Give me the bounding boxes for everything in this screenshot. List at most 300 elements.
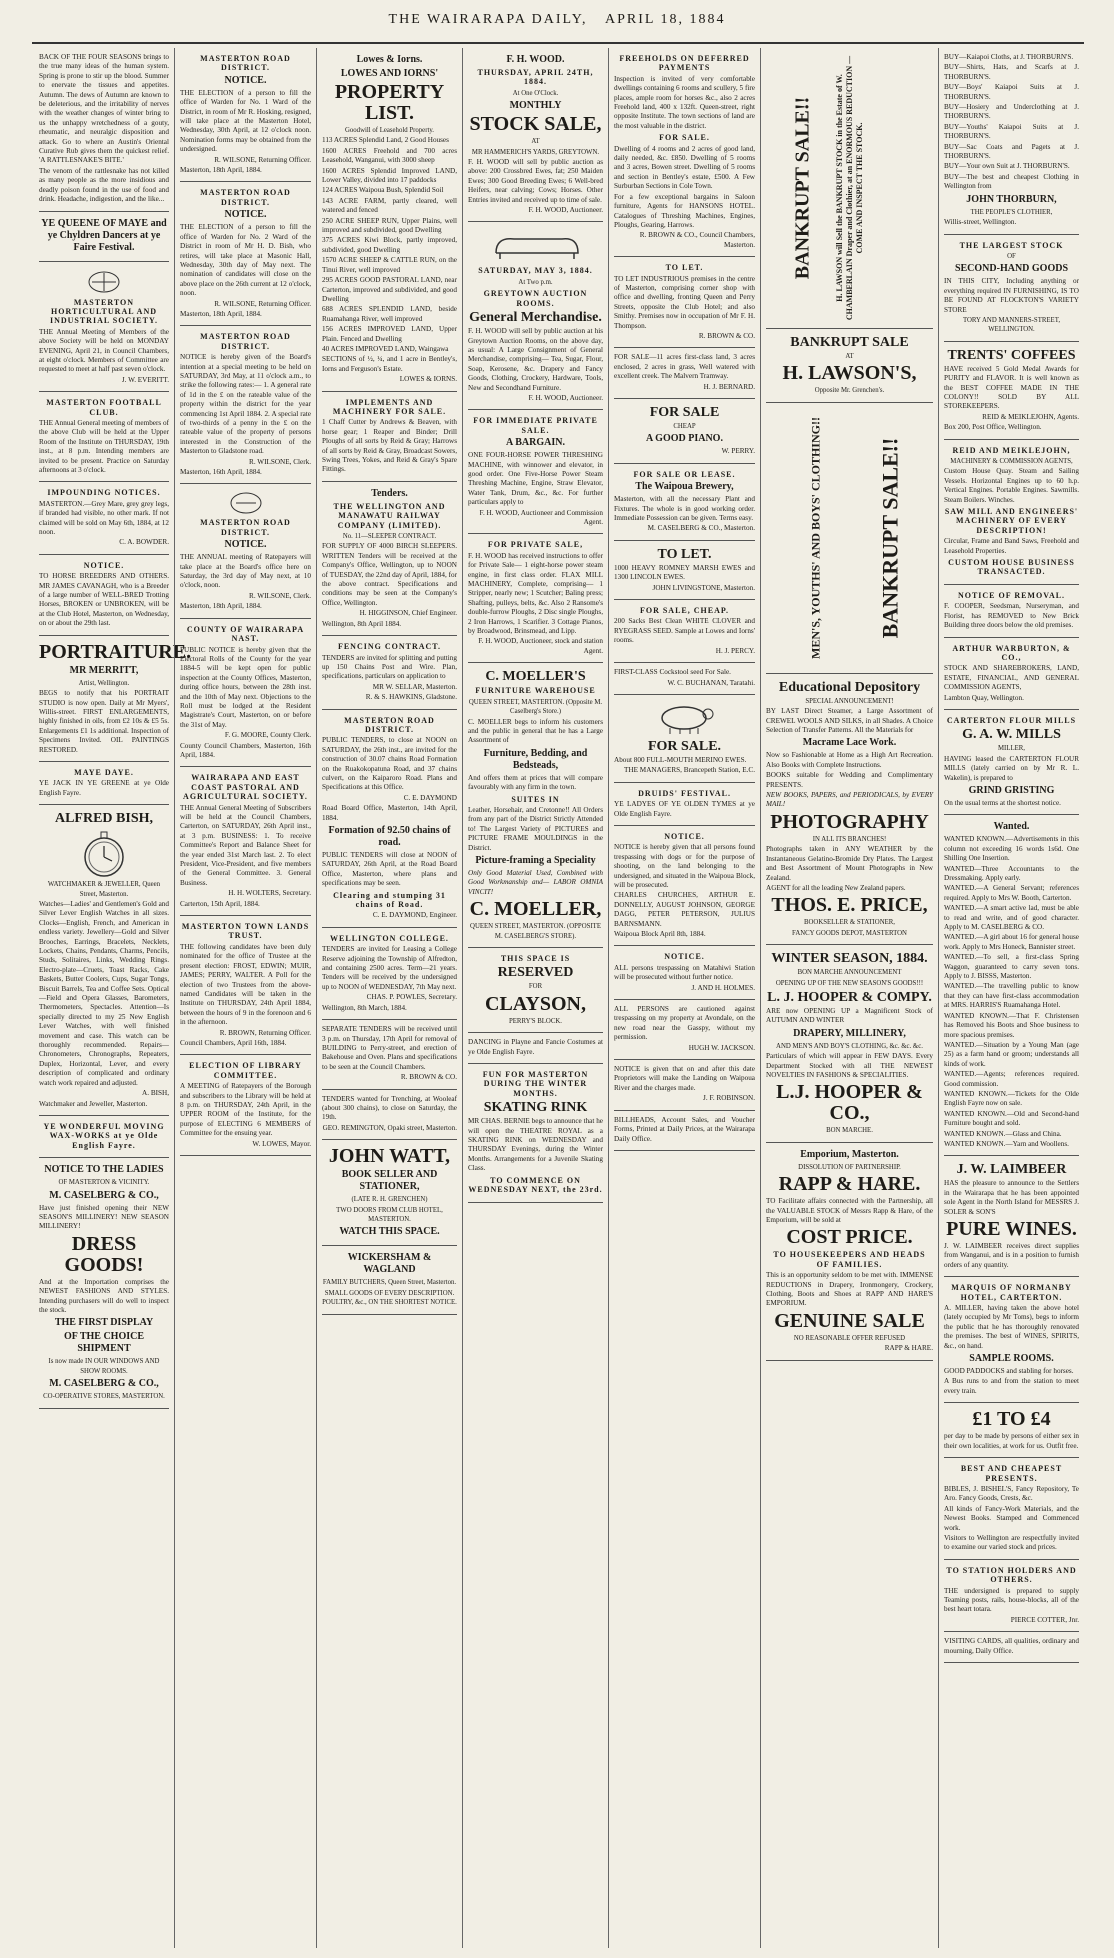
railway-title: THE WELLINGTON AND MANAWATU RAILWAY COMPANY (LIMITED). — [333, 501, 446, 530]
reid-title: REID AND MEIKLEJOHN, — [952, 445, 1071, 455]
skating-open: TO COMMENCE ON WEDNESDAY NEXT, the 23rd. — [468, 1175, 603, 1195]
matahiwi-notice — [614, 946, 755, 1000]
bargain-body: ONE FOUR-HORSE POWER THRESHING MACHINE, with winnower and elevator, in good order. One Five-Horse Power Steam Threshing Machine, Engine, Straw Elevator, Water Tank, Drum, &c., &c. For further particulars apply to — [468, 451, 603, 507]
flax-title: FOR PRIVATE SALE, — [487, 540, 584, 550]
brewery-body: Masterton, with all the necessary Plant and Fixtures. The whole is in good working order. Immediate Possession can be given. Terms easy. — [614, 495, 755, 523]
wood-time: At One O'Clock. — [512, 89, 559, 97]
property-list-item: 143 ACRE FARM, partly cleared, well watered and fenced — [322, 196, 457, 215]
outfit-body: per day to be made by persons of either sex in their own localities, at work for us. Outfit free. — [944, 1432, 1079, 1450]
county-sig: F. G. MOORE, County Clerk. — [224, 731, 311, 740]
caselberg2-sub: CO-OPERATIVE STORES, MASTERTON. — [43, 1393, 165, 1401]
rd3-sig: R. WILSONE, Clerk. — [249, 457, 311, 466]
stationers-title: TO STATION HOLDERS AND OTHERS. — [946, 1565, 1077, 1585]
property-list-item: 40 ACRES IMPROVED LAND, Waingawa — [322, 344, 449, 353]
macrame-body: Now so Fashionable at Home as a High Art Recreation. Also Books with Complete Instructions. — [766, 751, 933, 769]
trents-sig: REID & MEIKLEJOHN, Agents. — [982, 412, 1079, 421]
papers-body: NEW BOOKS, PAPERS, and PERIODICALS, by EVERY MAIL! — [766, 791, 933, 809]
photo-body: Photographs taken in ANY WEATHER by the Instantaneous Gelatino-Bromide Dry Plates. The Largest and Best Assortment of Mount Photographs in New Zealand. — [766, 845, 933, 882]
merino-body: About 800 FULL-MOUTH MERINO EWES. — [614, 755, 747, 764]
library-body: A MEETING of Ratepayers of the Borough and subscribers to the Library will be held at 8 p.m. on THURSDAY, 24th April, in the UPPER ROOM of the Institute, for the purpose of ELECTING 6 MEMBERS of Committee for the ensuing year. — [180, 1082, 311, 1138]
thorburn-item: BUY—Shirts, Hats, and Scarfs at J. THORBURN'S. — [944, 63, 1079, 81]
bankrupt-vertical-2: MEN'S, YOUTHS' AND BOYS' CLOTHING!! — [808, 416, 823, 659]
pastoral-title: WAIRARAPA AND EAST COAST PASTORAL AND AGRICULTURAL SOCIETY. — [183, 773, 308, 802]
bankrupt-vertical-3: BANKRUPT SALE!! — [876, 437, 902, 639]
tolet-body: TO LET INDUSTRIOUS premises in the centre of Masterton, comprising corner shop with office and dwelling, fronting Queen and Perry Streets, opposite the Club Hotel; and also Smithy. Premises now in occupation of Mr F. H. Thompson. — [614, 274, 755, 330]
rub-body: BACK OF THE FOUR SEASONS brings to the true many ideas of the human system. Spring is prone to stir up the blood. Summer to enervate the tissues and appetites. Autumn. The dews of Autumn are known to be deleterious, and the irritability of nerves with the weather changes of winter bring to us the unhappy wretchedness of a gouty, rheumatic, and neuralgic disposition and attack. Go to where an Austin's Oriental Curative Rub gives them the quickest relief. 'A RATTLESNAKE'S BITE.' — [39, 53, 169, 165]
display-body: Is now made IN OUR WINDOWS AND SHOW ROOMS. — [48, 1358, 160, 1375]
mrd-body: PUBLIC TENDERS, to close at NOON on SATURDAY, the 26th inst., are invited for the construction of 30.07 chains Road Formation on the Ruakokopatuna Road, and 37 chains culvert, on the Kaiparoro Road. Plans and Specifications at this Office. — [322, 736, 457, 792]
emporium-title: Emporium, Masterton. — [800, 1148, 899, 1160]
rd1-body: THE ELECTION of a person to fill the office of Warden for No. 1 Ward of the District, in room of Mr R. Hosking, resigned, will take place at the Masterton Hotel, Wednesday, 30th April, at 12 o'clock noon. Nomination forms may be obtained from the undersigned. — [180, 88, 311, 154]
dancing-ad — [468, 1033, 603, 1064]
rapp-hare-ad — [766, 1143, 933, 1361]
clover-sig: H. J. PERCY. — [715, 646, 755, 655]
bankrupt-ad — [766, 329, 933, 403]
general-body: F. H. WOOD will sell by public auction at his Greytown Auction Rooms, on the above day, as usual: A Large Consignment of General Merchandise, comprising— Tea, Sugar, Flour, Soap, Kerosene, &c. Drapery and Fancy Goods, Clothing, Crockery, Hardware, Tools, New and Secondhand Furniture. — [468, 327, 603, 392]
wanted-ad — [944, 815, 1079, 1156]
bish-title: ALFRED BISH, — [54, 811, 154, 827]
wagland-sub: FAMILY BUTCHERS, Queen Street, Masterton. — [322, 1279, 457, 1287]
reid-ad — [944, 440, 1079, 585]
impound-title: IMPOUNDING NOTICES. — [47, 488, 161, 498]
druids-ad — [614, 783, 755, 826]
rd2-title: MASTERTON ROAD DISTRICT. — [200, 188, 291, 207]
caselberg2-title: M. CASELBERG & CO., — [49, 1378, 159, 1390]
reserved-title: THIS SPACE IS — [500, 954, 571, 963]
rd3-date: Masterton, 16th April, 1884. — [180, 468, 262, 477]
secondhand-body: IN THIS CITY, Including anything or everything required IN FURNISHING, IS TO BE FOUND AT FLOCKTON'S VARIETY STORE — [944, 277, 1079, 314]
stock-body: F. H. WOOD will sell by public auction as above: 200 Crossbred Ewes, fat; 250 Maiden Ewes; 300 Good Breeding Ewes; 6 Well-bred Heifers, near calving; Cows; Horses. Other Entries invited and received up to time of sale. — [468, 158, 603, 204]
pastoral-body: THE Annual General Meeting of Subscribers will be held at the Council Chambers, Carterton, on SATURDAY, 26th April inst., at 3 p.m. BUSINESS: 1. To receive Committee's Report and Balance Sheet for the year ended 31st March last. 2. To elect President, Vice-President, and five members of the General Committee. 3. General Business. — [180, 803, 311, 887]
freehold-title: FREEHOLDS ON DEFERRED PAYMENTS — [619, 54, 750, 73]
horticultural-ad — [39, 262, 169, 393]
moeller-body2: And offers them at prices that will compare favourably with any firm in the town. — [468, 773, 603, 792]
sofa-icon — [488, 229, 584, 263]
pastoral-sig: H. H. WOLTERS, Secretary. — [228, 889, 311, 898]
notice2-sig: J. AND H. HOLMES. — [691, 983, 755, 992]
sat-date: SATURDAY, MAY 3, 1884. — [478, 266, 593, 276]
freehold-sig: R. BROWN & CO., Council Chambers, Masterton. — [639, 231, 755, 249]
masthead-date: APRIL 18, 1884 — [605, 12, 726, 27]
column-5 — [608, 48, 760, 1948]
macrame-title: Macrame Lace Work. — [802, 737, 897, 749]
library-sig: W. LOWES, Mayor. — [252, 1139, 311, 1148]
secondhand-addr: TORY AND MANNERS-STREET, WELLINGTON. — [962, 316, 1061, 334]
wanted-item: WANTED.—A General Servant; references required. Apply to Mrs W. Booth, Carterton. — [944, 884, 1079, 902]
pastoral-ad — [180, 767, 311, 916]
rd2-notice: NOTICE. — [224, 209, 267, 221]
price-sub: BOOKSELLER & STATIONER, — [803, 919, 896, 927]
warburton-body: STOCK AND SHAREBROKERS, LAND, ESTATE, FINANCIAL, AND GENERAL COMMISSION AGENTS, — [944, 664, 1079, 692]
horticultural-body: THE Annual Meeting of Members of the above Society will be held on MONDAY EVENING, April 21, in Council Chambers, at eight o'clock. Members of Committee are requested to meet at half past seven o'clock. — [39, 327, 169, 374]
formation-body: PUBLIC TENDERS will close at NOON of SATURDAY, 26th April, at the Road Board Office, Masterton, where plans and specifications may be seen. — [322, 851, 457, 888]
thorburn-item: BUY—The best and cheapest Clothing in Wellington from — [944, 172, 1079, 191]
property-list-item: 1600 ACRES Freehold and 700 acres Leasehold, Wanganui, with 3000 sheep — [322, 146, 457, 165]
removal-title: NOTICE OF REMOVAL. — [957, 590, 1066, 600]
wanted-item: WANTED KNOWN.—Glass and China. — [944, 1129, 1062, 1138]
pocket-watch-icon — [82, 828, 126, 878]
bargain-title: A BARGAIN. — [506, 437, 565, 449]
property-list-item: 1570 ACRE SHEEP & CATTLE RUN, on the Tinui River, well improved — [322, 256, 457, 274]
forsale-ad — [614, 348, 755, 399]
stationers-sig: PIERCE COTTER, Jnr. — [1010, 1615, 1079, 1624]
moeller-ad — [468, 663, 603, 948]
edu-sub: SPECIAL ANNOUNCEMENT! — [805, 697, 894, 705]
clover-title: FOR SALE, CHEAP. — [639, 606, 730, 616]
freehold-sale: FOR SALE. — [659, 133, 710, 143]
greytown-title: GREYTOWN AUCTION ROOMS. — [483, 289, 588, 308]
suites-title: SUITES IN — [511, 794, 560, 804]
lowes-sub: PROPERTY LIST. — [334, 81, 445, 124]
outfit-ad — [944, 1403, 1079, 1458]
sheep-icon — [650, 702, 720, 736]
crest-icon — [84, 268, 124, 296]
thorburn-item: BUY—Hosiery and Underclothing at J. THORBURN'S. — [944, 103, 1079, 121]
caselberg-title: M. CASELBERG & CO., — [49, 1189, 159, 1201]
laimbeer-body: HAS the pleasure to announce to the Settlers in the Wairarapa that he has been appointed sole Agent in the North Island for MESSRS J. SOLER & SON'S — [944, 1179, 1079, 1216]
billheads: BILLHEADS, Account Sales, and Voucher Forms, Printed at Daily Prices, at the Wairarapa Daily Office. — [614, 1115, 755, 1143]
wines-title: PURE WINES. — [946, 1218, 1077, 1240]
watt-title: JOHN WATT, — [328, 1145, 451, 1168]
masthead-title: THE WAIRARAPA DAILY, — [388, 12, 588, 27]
station-ad — [944, 1560, 1079, 1632]
outfit-title: £1 TO £4 — [972, 1408, 1051, 1431]
wanted-item: WANTED KNOWN.—Tickets for the Olde English Fayre now on sale. — [944, 1089, 1079, 1108]
football-ad — [39, 392, 169, 482]
county-title: COUNTY OF WAIRARAPA NAST. — [186, 624, 305, 644]
flax-ad — [468, 534, 603, 663]
samples-title: SAMPLE ROOMS. — [969, 1353, 1054, 1365]
rd4-sig: R. WILSONE, Clerk. — [249, 591, 311, 600]
county-body: PUBLIC NOTICE is hereby given that the Electoral Rolls of the County for the year 1884-5 will be kept open for public inspection at the County Offices, Masterton, during office hours, between the 28th inst. and the 10th of May next. Objections to the Roll must be lodged at the Resident Magistrate's Court, Masterton, on or before the 31st of May. — [180, 645, 311, 729]
bish-sub: WATCHMAKER & JEWELLER, Queen Street, Masterton. — [47, 881, 161, 898]
lands-body: THE following candidates have been duly nominated for the office of Trustee at the present election: FROST, EDWIN; MUIR, JAMES; PERRY, WALTER. A Poll for the election of two Trustees from the above-named Candidates will be taken in the Institute on THURSDAY, 24th April 1884, between the hours of 9 in the forenoon and 6 in the afternoon. — [180, 942, 311, 1027]
implements-ad — [322, 392, 457, 482]
druids-title: DRUIDS' FESTIVAL. — [638, 788, 731, 798]
stock-place: MR HAMMERICH'S YARDS, GREYTOWN. — [471, 148, 600, 156]
edu-title: Educational Depository — [778, 679, 921, 695]
freehold-body3: For a few exceptional bargains in Saloon furniture, Agents for HANSONS HOTEL. Catalogues of Threshing Machines, Engines, Ploughs, Gearing, Harrows. — [614, 192, 755, 229]
queene-ad — [39, 212, 169, 262]
reserved-for: FOR — [528, 983, 543, 991]
rd1-sig: R. WILSONE, Returning Officer. — [214, 155, 311, 164]
lowes-title: LOWES AND IORNS' — [340, 68, 439, 79]
price-sub2: FANCY GOODS DEPOT, MASTERTON — [792, 929, 907, 937]
fancy-body: All kinds of Fancy-Work Materials, and the Newest Books. Stamped and Commenced work. — [944, 1504, 1079, 1532]
notice3-sig: HUGH W. JACKSON. — [688, 1043, 755, 1052]
moeller2-sub: QUEEN STREET, MASTERTON. (OPPOSITE M. CASELBERG'S STORE). — [470, 923, 601, 940]
largest-sub: OF — [1007, 252, 1016, 260]
visiting-ad — [944, 1632, 1079, 1663]
property-list-item: 124 ACRES Waipoua Bush, Splendid Soil — [322, 186, 444, 195]
wanted-item: WANTED—Three Accountants to the Dressmaking. Apply early. — [944, 864, 1079, 882]
column-2 — [174, 48, 316, 1948]
photo-title: PHOTOGRAPHY — [770, 810, 929, 833]
rapp-title: RAPP & HARE. — [778, 1173, 921, 1196]
clearing-sig: C. E. DAYMOND, Engineer. — [372, 911, 457, 920]
thorburn-item: BUY—Your own Suit at J. THORBURN'S. — [944, 162, 1070, 171]
flockton-ad — [944, 235, 1079, 342]
thorburn-list — [944, 53, 1079, 192]
notice-title: NOTICE. — [664, 831, 705, 841]
notice2-title: NOTICE. — [664, 952, 705, 962]
general-title: General Merchandise. — [469, 310, 602, 326]
suites-body: Leather, Horsehair, and Cretonne!! All Orders from any part of the District Strictly Attended to! The Largest Variety of PICTURES and PICTURE FRAME MOULDINGS in the District. — [468, 805, 603, 852]
billheads-ad — [614, 1111, 755, 1151]
tolet-sig: R. BROWN & CO. — [698, 331, 755, 340]
grind-body: On the usual terms at the shortest notice. — [944, 798, 1061, 807]
presents-ad — [944, 1458, 1079, 1560]
fencing-title: FENCING CONTRACT. — [337, 642, 442, 652]
notice4-body: NOTICE is given that on and after this date Proprietors will make the Landing on Waipoua River and the charges made. — [614, 1065, 755, 1092]
edu-body: BY LAST Direct Steamer, a Large Assortment of CREWEL WOOLS AND SILKS, in all Shades. A Choice Selection of Transfer Patterns. All the Materials for — [766, 707, 933, 735]
dress-title: DRESS GOODS! — [64, 1232, 144, 1276]
let2-title: TO LET. — [657, 546, 712, 562]
railway-sub: No. 11—SLEEPER CONTRACT. — [342, 533, 437, 541]
winter-title: WINTER SEASON, 1884. — [771, 951, 928, 967]
football-title: MASTERTON FOOTBALL CLUB. — [46, 398, 162, 417]
rapp-body: TO Facilitate affairs connected with the Partnership, all the VALUABLE STOCK of Messrs Rapp & Hare, of the Emporium, will be sold at — [766, 1197, 933, 1224]
removal-body: F. COOPER, Seedsman, Nurseryman, and Florist, has REMOVED to New Brick Building three doors below the old premises. — [944, 602, 1079, 630]
private-title: FOR IMMEDIATE PRIVATE SALE. — [473, 416, 598, 435]
sat-time: At Two p.m. — [518, 278, 553, 286]
fencing-sig: MR W. SELLAR, Masterton. — [372, 682, 457, 691]
house-body: This is an opportunity seldom to be met with. IMMENSE REDUCTIONS in Drapery, Ironmongery, Crockery, Clothing, Boots and Shoes at RAPP AND HARE'S EMPORIUM. — [766, 1271, 933, 1308]
wood-header: F. H. WOOD. — [506, 54, 565, 65]
watt-ad — [322, 1140, 457, 1246]
laimbeer-tail: J. W. LAIMBEER receives direct supplies from Wanganui, and is in a position to furnish orders of any quantity. — [944, 1242, 1079, 1269]
general-sig: F. H. WOOD, Auctioneer. — [528, 393, 603, 402]
dancing-body: DANCING in Playne and Fancie Costumes at ye Olde English Fayre. — [468, 1038, 603, 1056]
sep-body: SEPARATE TENDERS will be received until 3 p.m. on Thursday, 17th April for removal of BUILDING to Perry-street, and erection of Bakehouse and Oven. Plans and specifications to be seen at the Council Chambers. — [322, 1025, 457, 1071]
trespass-notice — [614, 826, 755, 946]
wanted-item: WANTED.—Agents; references required. Good commission. — [944, 1070, 1079, 1088]
wood-date: THURSDAY, APRIL 24TH, 1884. — [477, 68, 594, 87]
college-title: WELLINGTON COLLEGE. — [330, 933, 449, 943]
druids-body: YE LADYES OF YE OLDEN TYMES at ye Olde English Fayre. — [614, 800, 755, 818]
clayson-sub: PERRY'S BLOCK. — [509, 1017, 562, 1025]
winter-open: OPENING UP OF THE NEW SEASON'S GOODS!!! — [775, 979, 924, 987]
bankrupt-vertical-1: BANKRUPT SALE!! — [791, 96, 814, 280]
rd3-title: MASTERTON ROAD DISTRICT. — [200, 332, 291, 351]
college-date: Wellington, 8th March, 1884. — [322, 1003, 407, 1012]
lowes-ad — [322, 48, 457, 392]
cockstool-sig: W. C. BUCHANAN, Taratahi. — [667, 678, 755, 687]
thorburn-item: BUY—Boys' Kaiapoi Suits at J. THORBURN'S. — [944, 83, 1079, 101]
moeller-title: C. MOELLER'S — [485, 669, 586, 685]
let2-body: 1000 HEAVY ROMNEY MARSH EWES and 1300 LINCOLN EWES. — [614, 563, 755, 582]
thorburn-ad — [944, 48, 1079, 235]
impound-ad — [39, 482, 169, 554]
tolet-title: TO LET. — [665, 263, 704, 273]
customs-title: CUSTOM HOUSE BUSINESS TRANSACTED. — [948, 558, 1075, 577]
rd4-body: THE ANNUAL meeting of Ratepayers will take place at the Board's office here on Saturday, the 3rd day of May next, at 10 o'clock, noon. — [180, 553, 311, 590]
photo-sub: IN ALL ITS BRANCHES! — [812, 835, 887, 843]
rd2-date: Masterton, 18th April, 1884. — [180, 309, 262, 318]
wax-title: YE WONDERFUL MOVING WAX-WORKS at ye Olde English Fayre. — [43, 1121, 165, 1150]
mills-ad — [944, 710, 1079, 815]
normanby-ad — [944, 1277, 1079, 1403]
merritt-title: MR MERRITT, — [69, 664, 139, 676]
college-ad — [322, 928, 457, 1020]
clothing-vertical-ad — [766, 403, 933, 674]
road-district-1 — [180, 48, 311, 182]
horse-notice-body: TO HORSE BREEDERS AND OTHERS. MR JAMES CAVANAGH, who is a Breeder of a large number of WELL-BRED Trotting Horses, BROKEN or UNBROKEN, will be at the Club Hotel, Masterton, on Wednesday, on or about the 29th last. — [39, 572, 169, 628]
implements-title: IMPLEMENTS AND MACHINERY FOR SALE. — [332, 397, 447, 416]
laimbeer-title: J. W. LAIMBEER — [956, 1162, 1067, 1178]
normanby-title: MARQUIS OF NORMANBY HOTEL, CARTERTON. — [951, 1283, 1072, 1302]
framing-body: Only Good Material Used, Combined with Good Workmanship and— LABOR OMNIA VINCIT! — [468, 868, 603, 896]
wanted-item: WANTED.—A smart active lad, must be able to read and write, and of good character. Apply to M. CASELBERG & CO. — [944, 904, 1079, 932]
trents-ad — [944, 342, 1079, 440]
framing-title: Picture-framing a Speciality — [475, 854, 596, 866]
brewery-title: FOR SALE OR LEASE. — [633, 469, 736, 479]
piano-title: FOR SALE — [649, 405, 720, 420]
property-list-item: 1600 ACRES Splendid Improved LAND, Lower Valley, divided into 17 paddocks — [322, 166, 457, 185]
rd1-notice: NOTICE. — [224, 74, 267, 86]
carterton-title: CARTERTON FLOUR MILLS — [946, 715, 1077, 725]
moeller-addr: QUEEN STREET, MASTERTON. (Opposite M. Caselberg's Store.) — [468, 698, 603, 716]
hooper-title: L. J. HOOPER & COMPY. — [767, 989, 932, 1005]
avondale-notice — [614, 1000, 755, 1060]
clover-body: 200 Sacks Best Clean WHITE CLOVER and RYEGRASS SEED. Sample at Lowes and Iorns' rooms. — [614, 617, 755, 645]
watt-body: TWO DOORS FROM CLUB HOTEL, MASTERTON. — [336, 1206, 443, 1223]
fencing-body: TENDERS are invited for splitting and putting up 150 Chains Post and Wire. Plan, specifications, particulars on application to — [322, 653, 457, 681]
masthead — [0, 0, 1114, 40]
property-list-item: 250 ACRE SHEEP RUN, Upper Plains, well improved and subdivided, good Dwelling — [322, 216, 457, 235]
mills-body: HAVING leased the CARTERTON FLOUR MILLS (lately carried on by Mr R. L. Wakelin), is prepared to — [944, 754, 1079, 782]
bargain-ad — [468, 410, 603, 534]
wanted-list — [944, 835, 1079, 1149]
landing-notice — [614, 1060, 755, 1111]
county-date: County Council Chambers, Masterton, 16th April, 1884. — [180, 741, 311, 759]
horse-notice-title: NOTICE. — [83, 560, 125, 570]
rub-tail: The venom of the rattlesnake has not killed as many people as the more insidious and deadly poison found in the use of food and drink. Headache, indigestion, and the like... — [39, 166, 169, 204]
bankrupt-name: H. LAWSON'S, — [782, 362, 917, 385]
column-7 — [938, 48, 1084, 1948]
horse-notice — [39, 555, 169, 636]
cockstool-ad — [614, 663, 755, 695]
rd1-date: Masterton, 18th April, 1884. — [180, 166, 262, 175]
road-district-4 — [180, 484, 311, 618]
educational-ad — [766, 674, 933, 945]
flax-body: F. H. WOOD has received instructions to offer for Private Sale— 1 eight-horse power steam engine, in first class order. FLAX MILL MACHINERY, Complete, comprising— 1 Stripper, nearly new; 1 Scutcher; Baling press; Shafting, pulleys, belts, &c. Also 2 Ransome's double-furrow Ploughs, 2 Disc single Ploughs, 2 Iron Harrows, 1 Scarifier. 3 Cottage Pianos, by Broadwood, Brinsmead, and Lipp. — [468, 551, 603, 636]
books-body: BOOKS suitable for Wedding and Complimentary PRESENTS. — [766, 771, 933, 789]
furniture-title: Furniture, Bedding, and Bedsteads, — [483, 747, 588, 771]
paddocks: GOOD PADDOCKS and stabling for horses. — [944, 1367, 1074, 1376]
laimbeer-ad — [944, 1156, 1079, 1277]
clover-ad — [614, 600, 755, 663]
coach: A Bus runs to and from the station to meet every train. — [944, 1377, 1079, 1395]
football-body: THE Annual General meeting of members of the above Club will be held at the Upper Room of the Institute on THURSDAY, 19th inst., at 8 p.m. Intending members are invited to be present. Practice on Saturday afternoons at 3 o'clock. — [39, 418, 169, 474]
railway-date: Wellington, 8th April 1884. — [322, 619, 402, 628]
notice-names: CHARLES CHURCHES, ARTHUR E. DONNELLY, AUGUST JOHNSON, GEORGE DAGG, PETER PETERSON, JULIUS BARNSMANN. — [614, 891, 755, 928]
freehold-body2: Dwelling of 4 rooms and 2 acres of good land, daily needed, &c. £850. Dwelling of 5 rooms and 3 acres, Bowen street. Dwelling of 5 rooms and section in Bentley's estate, £500. A Few Surburban Sections in Cole Town. — [614, 144, 755, 191]
stock-at: AT — [531, 138, 540, 146]
lawson-vertical-text: H. LAWSON will Sell the BANKRUPT STOCK in the Estate of W. CHAMBERLAIN Draper and Clothier, at an ENORMOUS REDUCTION — COME AND INSPECT THE STOCK. — [834, 55, 864, 321]
drapery-sub: AND MEN'S AND BOY'S CLOTHING, &c. &c. &c. — [776, 1042, 923, 1050]
warburton-title: ARTHUR WARBURTON, & CO., — [952, 643, 1071, 662]
notice3-body: ALL PERSONS are cautioned against trespassing on my property at Avondale, on the new road near the Gasspy, without my permission. — [614, 1005, 755, 1042]
moeller2-title: C. MOELLER, — [469, 898, 602, 921]
removal-ad — [944, 585, 1079, 638]
stationers-body: THE undersigned is prepared to supply Teaming posts, rails, house-blocks, all of the best heart totara. — [944, 1586, 1079, 1614]
warburton-addr: Lambton Quay, Wellington. — [944, 693, 1024, 702]
wanted-item: WANTED KNOWN.—That F. Christensen has Removed his Boots and Shoe business to more spacious premises. — [944, 1011, 1079, 1039]
brewery-name: The Waipoua Brewery, — [635, 481, 734, 493]
thorburn-addr: Willis-street, Wellington. — [944, 218, 1017, 227]
wanted-item: WANTED.—A girl about 16 for general house work. Apply to Mrs Honeck, Bannister street. — [944, 933, 1079, 951]
monthly-title: MONTHLY — [509, 100, 562, 112]
piano-item: A GOOD PIANO. — [646, 433, 723, 445]
merritt-sub: Artist, Wellington. — [78, 679, 130, 687]
largest-title: THE LARGEST STOCK — [959, 240, 1064, 250]
thorburn-item: BUY—Youths' Kaiapoi Suits at J. THORBURN'S. — [944, 122, 1079, 141]
merino-ad — [614, 695, 755, 783]
mrd-title: MASTERTON ROAD DISTRICT. — [344, 715, 435, 734]
warburton-ad — [944, 638, 1079, 710]
bish-sig: A. BISH, — [142, 1089, 169, 1098]
let2-sig: JOHN LIVINGSTONE, Masterton. — [652, 583, 755, 592]
column-3 — [316, 48, 462, 1948]
sawmill-title: SAW MILL AND ENGINEERS' MACHINERY OF EVERY DESCRIPTION! — [944, 507, 1079, 535]
property-list-item: 375 ACRES Kiwi Block, partly improved, subdivided, good Dwelling — [322, 236, 457, 254]
sep-sig: R. BROWN & CO. — [400, 1073, 457, 1082]
rd4-notice: NOTICE. — [224, 539, 267, 551]
impound-body: MASTERTON.—Grey Mare, grey grey legs, if branded had visible, no other mark. If not claimed will be sold on May 6th, 1884, at 12 noon. — [39, 499, 169, 537]
property-list-item: 113 ACRES Splendid Land, 2 Good Houses — [322, 136, 449, 145]
clayson-title: CLAYSON, — [485, 992, 586, 1015]
freehold-ad — [614, 48, 755, 257]
display-sub: OF THE CHOICE SHIPMENT — [63, 1331, 144, 1355]
mrd-date: Road Board Office, Masterton, 14th April, 1884. — [322, 804, 457, 822]
genuine-title: GENUINE SALE — [774, 1309, 925, 1332]
lawson-vertical-ad — [766, 48, 933, 329]
trench-sig: GEO. REMINGTON, Opaki street, Masterton. — [322, 1123, 457, 1132]
library-ad — [180, 1055, 311, 1156]
cost-title: COST PRICE. — [786, 1226, 913, 1249]
ewes-let-ad — [614, 541, 755, 600]
rd4-title: MASTERTON ROAD DISTRICT. — [200, 518, 291, 537]
library-title: ELECTION OF LIBRARY COMMITTEE. — [189, 1061, 302, 1080]
secondhand-title: SECOND-HAND GOODS — [954, 263, 1069, 275]
lowes-property-list — [322, 136, 457, 354]
rd2-body: THE ELECTION of a person to fill the office of Warden for No. 2 Ward of the District in room of Mr H. D. Bish, who retires, will take place at Masonic Hall, Wednesday, 30th day of May next. The nomination of candidates will close on the above place on the 26th current at 12 o'clock, noon. — [180, 223, 311, 298]
thorburn-item: BUY—Sac Coats and Pagets at J. THORBURN'S. — [944, 142, 1079, 161]
college-sig: CHAS. P. POWLES, Secretary. — [366, 993, 457, 1002]
dissolution: DISSOLUTION OF PARTNERSHIP. — [798, 1163, 901, 1171]
wellington-body: Visitors to Wellington are respectfully invited to examine our varied stock and prices. — [944, 1533, 1079, 1552]
trench-ad — [322, 1090, 457, 1141]
thorburn-title: JOHN THORBURN, — [966, 193, 1057, 205]
skating-ad — [468, 1064, 603, 1202]
piano-sig: W. PERRY. — [721, 447, 755, 456]
lowes-sig: LOWES & IORNS. — [399, 375, 457, 384]
forsale-sig: H. J. BERNARD. — [703, 382, 755, 391]
bish-ad — [39, 805, 169, 1116]
mayday-body: YE JACK IN YE GREENE at ye Olde English Fayre. — [39, 779, 169, 797]
lowes-header: Lowes & Iorns. — [356, 54, 423, 65]
merritt-body: BEGS to notify that his PORTRAIT STUDIO is now open. Daily at Mr Myers', Willis-street. FIRST ENLARGEMENTS, highly finished in oils, from £2 10s & £5 5s. Enlargements £1 1s additional. Inspection of Specimens Invited. OIL PAINTINGS RESTORED. — [39, 689, 169, 754]
skating-title: SKATING RINK — [483, 1100, 588, 1116]
bargain-sig: F. H. WOOD, Auctioneer and Commission Agent. — [479, 508, 603, 526]
winter-sub: BON MARCHE ANNOUNCEMENT — [797, 969, 902, 977]
property-list-item: 688 ACRES SPLENDID LAND, beside Ruamahanga River, well improved — [322, 305, 457, 323]
notice2-body: ALL persons trespassing on Matahiwi Station will be prosecuted without further notice. — [614, 963, 755, 982]
ladies-ad — [39, 1158, 169, 1408]
brewery-sig: M. CASELBERG & CO., Masterton. — [647, 524, 755, 533]
column-4 — [462, 48, 608, 1948]
